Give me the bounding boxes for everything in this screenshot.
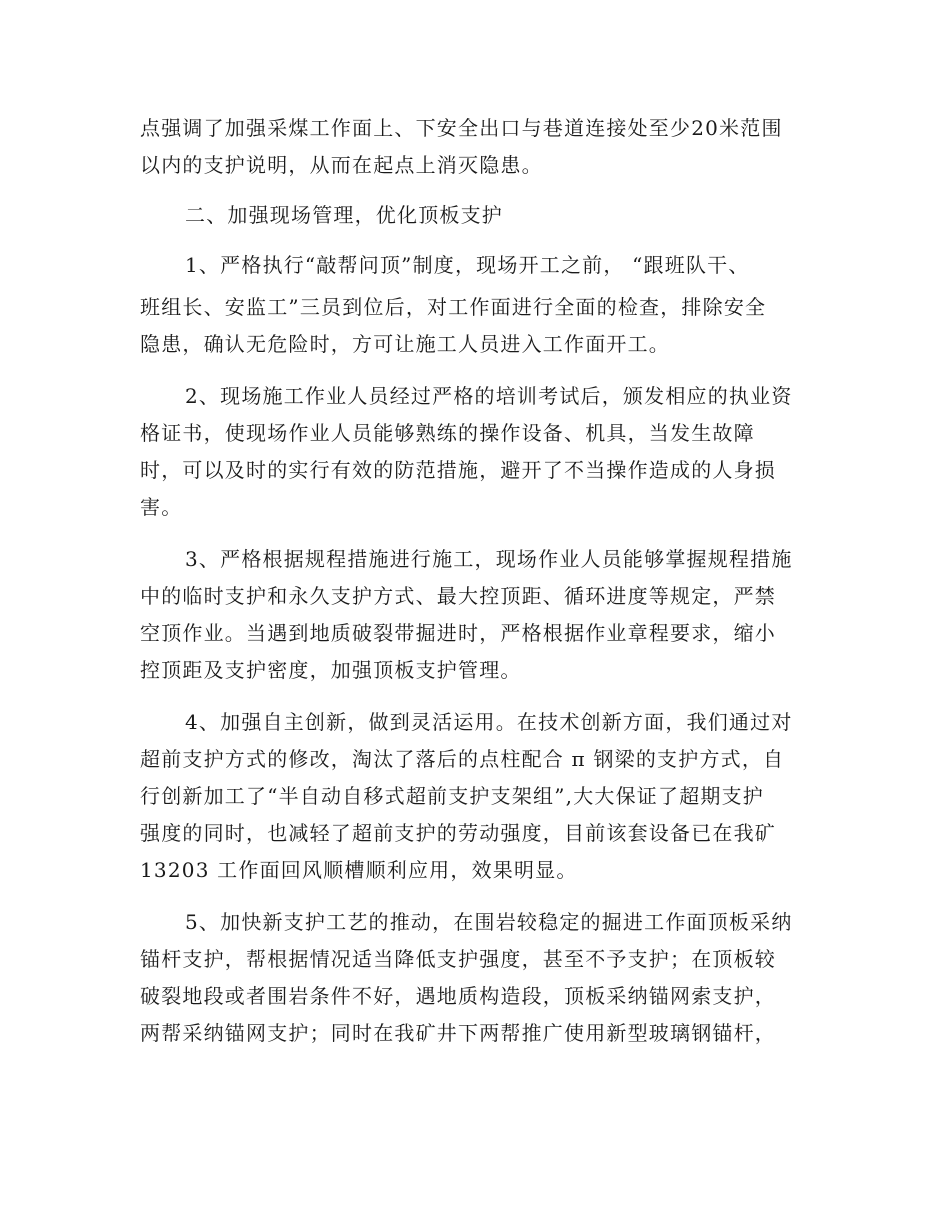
text-line: 控顶距及支护密度，加强顶板支护管理。 [140, 658, 522, 682]
text-line: 13203 工作面回风顺槽顺利应用，效果明显。 [140, 858, 578, 882]
text-line: 点强调了加强采煤工作面上、下安全出口与巷道连接处至少20米范围 [140, 116, 783, 140]
text-line: 中的临时支护和永久支护方式、最大控顶距、循环进度等规定，严禁 [140, 584, 776, 608]
text-line: 班组长、安监工”三员到位后，对工作面进行全面的检查，排除安全 [140, 295, 767, 319]
text-line: 强度的同时，也减轻了超前支护的劳动强度，目前该套设备已在我矿 [140, 821, 776, 845]
text-line: 破裂地段或者围岩条件不好，遇地质构造段，顶板采纳锚网索支护， [140, 984, 776, 1008]
text-line: 以内的支护说明，从而在起点上消灭隐患。 [140, 153, 543, 177]
text-line: 隐患，确认无危险时，方可让施工人员进入工作面开工。 [140, 332, 670, 356]
text-line: 时，可以及时的实行有效的防范措施，避开了不当操作造成的人身损 [140, 458, 776, 482]
text-line: 行创新加工了“半自动自移式超前支护支架组”,大大保证了超期支护 [140, 784, 765, 808]
text-line: 锚杆支护，帮根据情况适当降低支护强度，甚至不予支护；在顶板较 [140, 947, 776, 971]
text-line: 超前支护方式的修改，淘汰了落后的点柱配合 π 钢梁的支护方式，自 [140, 747, 785, 771]
text-line: 空顶作业。当遇到地质破裂带掘进时，严格根据作业章程要求，缩小 [140, 621, 776, 645]
text-line: 3、严格根据规程措施进行施工，现场作业人员能够掌握规程措施 [185, 547, 793, 571]
text-line: 2、现场施工作业人员经过严格的培训考试后，颁发相应的执业资 [185, 384, 793, 408]
text-line: 害。 [140, 495, 183, 519]
text-line: 格证书，使现场作业人员能够熟练的操作设备、机具，当发生故障 [140, 421, 755, 445]
section-heading: 二、加强现场管理，优化顶板支护 [185, 203, 503, 227]
text-line: 两帮采纳锚网支护；同时在我矿井下两帮推广使用新型玻璃钢锚杆， [140, 1021, 776, 1045]
text-line: 4、加强自主创新，做到灵活运用。在技术创新方面，我们通过对 [185, 710, 793, 734]
text-line: 5、加快新支护工艺的推动，在围岩较稳定的掘进工作面顶板采纳 [185, 910, 793, 934]
text-line: 1、严格执行“敲帮问顶”制度，现场开工之前， “跟班队干、 [185, 253, 750, 277]
